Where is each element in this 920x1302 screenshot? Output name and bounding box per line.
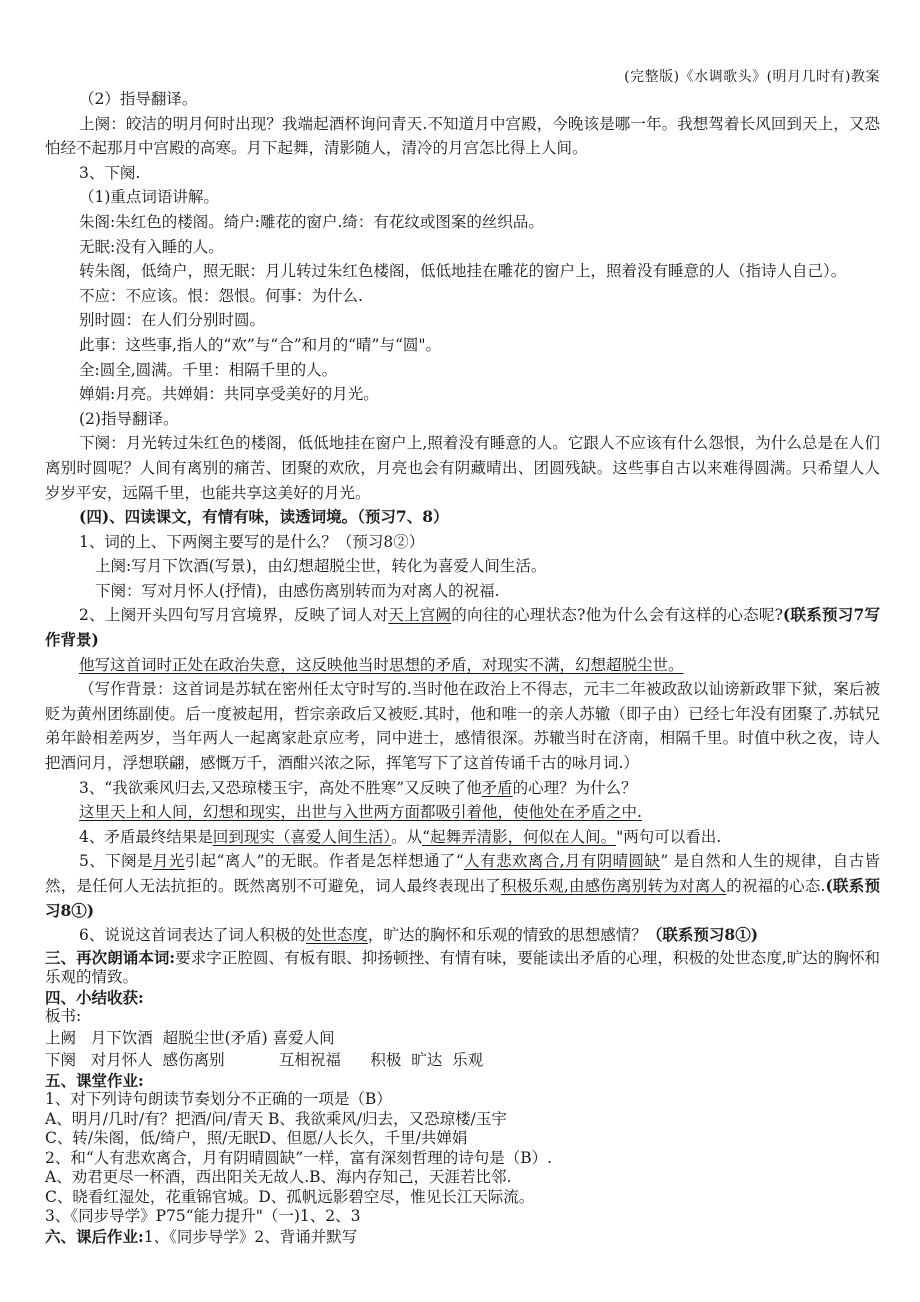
paragraph: （2）指导翻译。 — [79, 90, 198, 108]
question — [45, 849, 880, 923]
section-text: 要求字正腔圆、有板有眼、抑扬顿挫、有情有味，要能读出矛盾的心理，积极的处世态度,旷达的胸怀和乐观的情致。 — [45, 948, 880, 987]
paragraph: 转朱阁，低绮户，照无眠：月儿转过朱红色楼阁，低低地挂在雕花的窗户上，照着没有睡意的人（指诗人自己）。 — [79, 262, 847, 281]
question-text: 5、下阕是 — [79, 852, 153, 871]
paragraph: 不应：不应该。恨：怨恨。何事：为什么. — [79, 286, 363, 305]
exercise-option: A、劝君更尽一杯酒，西出阳关无故人.B、海内存知己，天涯若比邻. — [45, 1168, 512, 1187]
question — [45, 776, 880, 801]
section-three — [45, 948, 880, 1248]
answer-underlined: 他写这首词时正处在政治失意，这反映他当时思想的矛盾，对现实不满，幻想超脱尘世。 — [79, 655, 684, 674]
reference-note: (联系预习8①) — [45, 876, 880, 920]
exercise-option: A、明月/几时/有？把酒/问/青天 B、我欲乘风/归去，又恐琼楼/玉宇 — [45, 1109, 507, 1128]
paragraph: 别时圆：在人们分别时圆。 — [79, 311, 266, 330]
question-text: 2、上阕开头四句写月宫境界，反映了词人对 — [79, 606, 389, 625]
paragraph — [45, 1227, 880, 1248]
answer: 上阕:写月下饮酒(写景)，由幻想超脱尘世，转化为喜爱人间生活。 — [95, 557, 547, 576]
answer: 下阕：写对月怀人(抒情)，由感伤离别转而为对离人的祝福. — [95, 581, 500, 600]
exercise-item: 1、对下列诗句朗读节奏划分不正确的一项是（B） — [45, 1090, 392, 1109]
underlined-term: 人有悲欢离合,月有阴晴圆缺 — [463, 852, 661, 871]
board-label: 板书: — [45, 1007, 82, 1026]
paragraph — [45, 948, 880, 988]
paragraph: 全:圆全,圆满。千里：相隔千里的人。 — [79, 360, 338, 379]
paragraph: （1)重点词语讲解。 — [79, 188, 219, 207]
question-text: 引起“离人”的无眠。作者是怎样想通了“ — [184, 852, 464, 871]
section-heading: 五、课堂作业: — [45, 1070, 144, 1090]
question-text: 的向往的心理状态?他为什么会有这样的心态呢? — [451, 606, 783, 625]
reference-note: （联系预习8①) — [646, 925, 759, 945]
underlined-term: 矛盾 — [481, 778, 513, 797]
section-heading: (四)、四读课文，有情有味，读透词境。（预习7、8） — [79, 507, 449, 527]
question — [45, 923, 880, 948]
paragraph: 朱阁:朱红色的楼阁。绮户:雕花的窗户.绮：有花纹或图案的丝织品。 — [79, 212, 544, 231]
exercise-option: C、晓看红湿处，花重锦官城。D、孤帆远影碧空尽，惟见长江天际流。 — [45, 1187, 535, 1206]
question-text: 的心理？为什么？ — [512, 778, 637, 797]
exercise-item: 2、和“人有悲欢离合，月有阴晴圆缺”一样，富有深刻哲理的诗句是（B）. — [45, 1148, 553, 1167]
question-text: 的祝福的心态. — [726, 877, 826, 895]
question — [45, 825, 880, 850]
underlined-term: “起舞弄清影，何似在人间。 — [422, 827, 617, 846]
question-text: ，旷达的胸怀和乐观的情致的思想感情？ — [367, 926, 647, 945]
question-text: 6、说说这首词表达了词人积极的 — [79, 926, 306, 945]
underlined-term: 积极乐观,由感伤离别转为对离人 — [500, 877, 727, 895]
question-text: 4、矛盾最终结果是 — [79, 827, 213, 846]
paragraph: 3、下阕. — [79, 163, 141, 182]
board-row: 下阕 对月怀人 感伤离别 互相祝福 积极 旷达 乐观 — [45, 1050, 484, 1069]
paragraph: 下阕：月光转过朱红色的楼阁，低低地挂在窗户上,照着没有睡意的人。它跟人不应该有什么怨恨，为什么总是在人们离别时圆呢？人间有离别的痛苦、团聚的欢欣，月亮也会有阴藏晴出、团圆残缺。这些事自古以来难得圆满。只希望人人岁岁平安，远隔千里，也能共享这美好的月光。 — [45, 434, 880, 502]
question-text: 3、“我欲乘风归去,又恐琼楼玉宇，高处不胜寒”又反映了他 — [79, 778, 482, 797]
document-body — [45, 87, 880, 1247]
question-text: 。从 — [391, 827, 423, 846]
question-text: "两句可以看出. — [616, 827, 722, 846]
question-text: ” 是自然和人生的规律，自古皆然，是任何人无法抗拒的。既然离别不可避免，词人最终表现出了 — [45, 852, 880, 895]
paragraph: 无眠:没有入睡的人。 — [79, 237, 224, 256]
exercise-item: 3、《同步导学》P75“能力提升"（一)1、2、3 — [45, 1207, 361, 1226]
page-header: (完整版)《水调歌头》(明月几时有)教案 — [624, 69, 880, 85]
underlined-term: 月光 — [152, 852, 185, 871]
paragraph: (2)指导翻译。 — [79, 409, 179, 428]
section-heading: 三、再次朗诵本词: — [45, 947, 176, 967]
board-row: 上阙 月下饮酒 超脱尘世(矛盾) 喜爱人间 — [45, 1028, 335, 1047]
paragraph: 婵娟:月亮。共婵娟：共同享受美好的月光。 — [79, 385, 379, 404]
section-text: 1、《同步导学》2、背诵并默写 — [143, 1227, 358, 1246]
section-heading: 六、课后作业: — [45, 1226, 144, 1246]
question — [45, 530, 880, 555]
underlined-term: 天上宫阙 — [388, 606, 452, 625]
exercise-option: C、转/朱阁，低/绮户，照/无眠D、但愿/人长久，千里/共婵娟 — [45, 1129, 468, 1148]
reference-note: (联系预习7写作背景) — [45, 605, 880, 650]
answer-underlined: 这里天上和人间，幻想和现实，出世与入世两方面都吸引着他，使他处在矛盾之中. — [79, 803, 642, 822]
background-note: （写作背景：这首词是苏轼在密州任太守时写的.当时他在政治上不得志，元丰二年被政敌以讪谤新政罪下狱，案后被贬为黄州团练副使。后一度被起用，哲宗亲政后又被贬.其时，他和唯一的亲人苏辙（即子由）已经七年没有团聚了.苏轼兄弟年龄相差两岁，当年两人一起离家赴京应考，同中进士，感情很深。苏辙当时在济南，相隔千里。时值中秋之夜，诗人把酒问月，浮想联翩，感慨万千，酒酣兴浓之际，挥笔写下了这首传诵千古的咏月词.） — [45, 680, 880, 773]
underlined-term: 回到现实（喜爱人间生活） — [212, 827, 392, 846]
paragraph: 此事：这些事,指人的“欢”与“合”和月的“晴”与“圆"。 — [79, 335, 442, 354]
question — [45, 603, 880, 652]
paragraph: 上阕：皎洁的明月何时出现？我端起酒杯询问青天.不知道月中宫殿，今晚该是哪一年。我想驾着长风回到天上，又恐怕经不起那月中宫殿的高寒。月下起舞，清影随人，清冷的月宫怎比得上人间。 — [45, 114, 880, 158]
section-heading: 四、小结收获: — [45, 987, 144, 1007]
underlined-term: 处世态度 — [305, 926, 368, 945]
question-text: 1、词的上、下两阕主要写的是什么？（预习8②） — [79, 532, 425, 551]
